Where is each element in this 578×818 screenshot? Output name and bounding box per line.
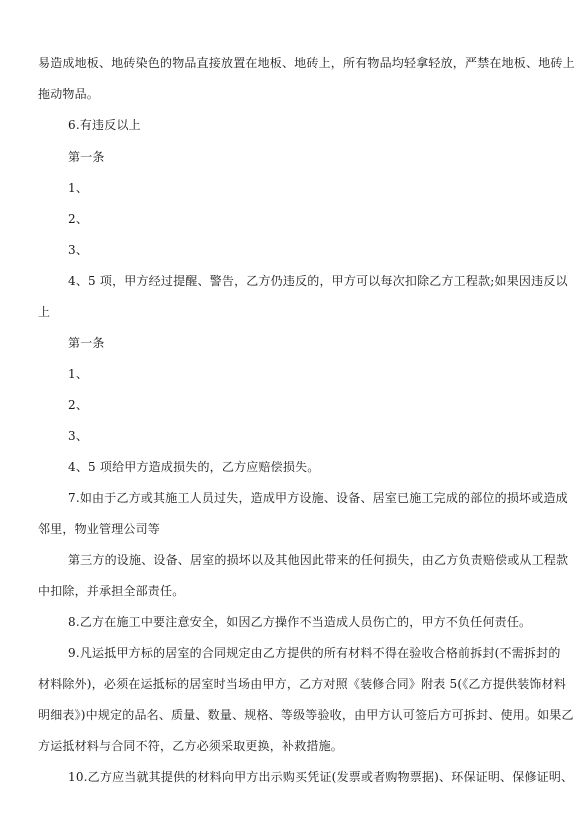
paragraph-line: 邻里，物业管理公司等 (38, 522, 161, 536)
list-item: 3、 (68, 429, 89, 443)
clause-heading: 8.乙方在施工中要注意安全，如因乙方操作不当造成人员伤亡的，甲方不负任何责任。 (68, 615, 532, 629)
article-label: 第一条 (68, 150, 105, 164)
paragraph-line: 中扣除，并承担全部责任。 (38, 584, 185, 598)
list-item: 1、 (68, 367, 89, 381)
paragraph-line: 明细表》)中规定的品名、质量、数量、规格、等级等验收，由甲方认可签后方可拆封、使用。如果乙 (38, 708, 574, 722)
paragraph-line: 4、5 项给甲方造成损失的，乙方应赔偿损失。 (68, 460, 320, 474)
paragraph-line: 方运抵材料与合同不符，乙方必须采取更换，补救措施。 (38, 739, 344, 753)
paragraph-line: 4、5 项，甲方经过提醒、警告，乙方仍违反的，甲方可以每次扣除乙方工程款;如果因违反以 (68, 274, 568, 288)
paragraph-line: 易造成地板、地砖染色的物品直接放置在地板、地砖上，所有物品均轻拿轻放，严禁在地板、地砖上 (38, 56, 575, 70)
list-item: 2、 (68, 212, 89, 226)
clause-heading: 9.凡运抵甲方标的居室的合同规定由乙方提供的所有材料不得在验收合格前拆封(不需拆封的 (68, 646, 561, 660)
clause-heading: 7.如由于乙方或其施工人员过失，造成甲方设施、设备、居室已施工完成的部位的损坏或造成 (68, 491, 568, 505)
list-item: 3、 (68, 243, 89, 257)
paragraph-line: 第三方的设施、设备、居室的损坏以及其他因此带来的任何损失，由乙方负责赔偿或从工程款 (68, 553, 569, 567)
list-item: 1、 (68, 181, 89, 195)
list-item: 2、 (68, 398, 89, 412)
paragraph-line: 上 (38, 305, 51, 319)
clause-heading: 10.乙方应当就其提供的材料向甲方出示购买凭证(发票或者购物票据)、环保证明、保修证明、 (68, 770, 574, 784)
paragraph-line: 材料除外)，必须在运抵标的居室时当场由甲方，乙方对照《装修合同》附表 5(《乙方提供装饰材料 (38, 677, 567, 691)
paragraph-line: 拖动物品。 (38, 87, 100, 101)
clause-heading: 6.有违反以上 (68, 118, 141, 132)
article-label: 第一条 (68, 336, 105, 350)
